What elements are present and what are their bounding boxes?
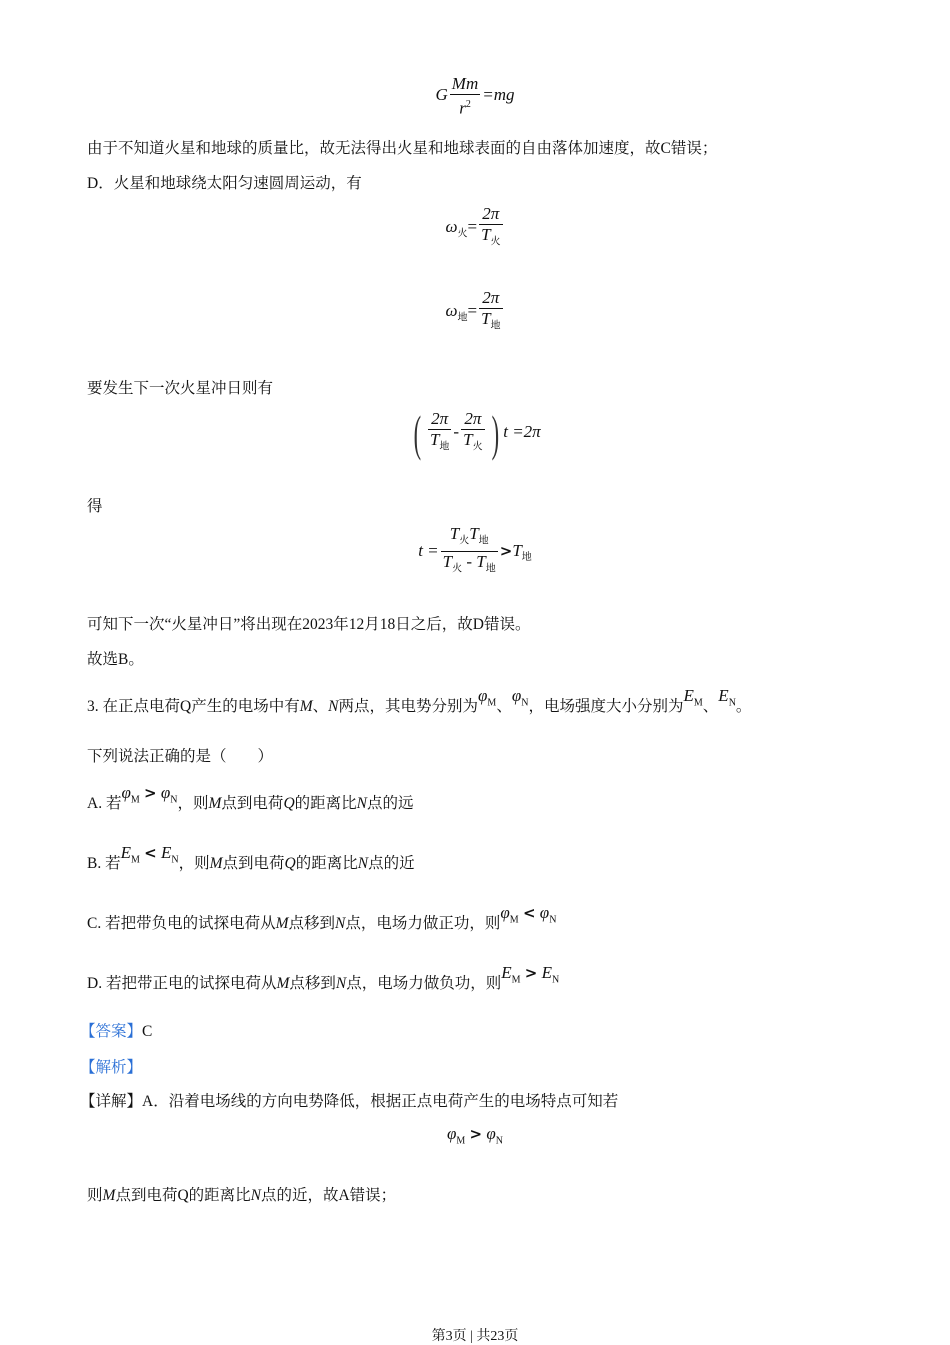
formula-result: t = $\frac{T_火T_地}{T_火 - T_地}$ $>T_地$ [418,524,532,575]
rhs: =mg [482,85,515,105]
detail-conclusion-a: 则M点到电荷Q的距离比N点的近，故A错误； [87,1187,397,1204]
c-conclusion: 由于不知道火星和地球的质量比，故无法得出火星和地球表面的自由落体加速度，故C错误； [87,140,718,157]
choose-b: 故选B。 [87,651,144,668]
d-conclusion: 可知下一次“火星冲日”将出现在2023年12月18日之后，故D错误。 [87,616,531,633]
answer-tag: 【答案】 [80,1023,143,1040]
option-b[interactable]: B. 若$E_M < E_N$，则M点到电荷Q的距离比N点的近 [87,843,415,872]
question-stem: 3. 在正点电荷Q产生的电场中有M、N两点，其电势分别为$\varphi_M$、$\varphi_N$，电场强度大小分别为$E_M$、$E_N$。 [87,686,752,715]
option-d[interactable]: D. 若把带正电的试探电荷从M点移到N点，电场力做负功，则$E_M > E_N$ [87,963,560,992]
question-stem-2: 下列说法正确的是（ ） [87,748,274,765]
obtain: 得 [87,498,103,515]
option-a[interactable]: A. 若$\varphi_M > \varphi_N$，则M点到电荷Q的距离比N点的远 [87,783,414,812]
option-c[interactable]: C. 若把带负电的试探电荷从M点移到N点，电场力做正功，则$\varphi_M < \varphi_N$ [87,903,557,932]
answer-value: C [142,1023,153,1040]
formula-omega-earth: $\omega_地=$ $\frac{2\pi}{T_地}$ [445,288,501,332]
denominator: $r^2$ [459,98,471,118]
detail: 【详解】A．沿着电场线的方向电势降低，根据正点电荷产生的电场特点可知若 [80,1093,619,1110]
formula-phi-compare: $\varphi_M > \varphi_N$ [446,1124,504,1147]
formula-gravity [0,74,950,119]
analysis-tag: 【解析】 [80,1059,143,1076]
answer [80,1019,152,1041]
d-intro: D．火星和地球绕太阳匀速圆周运动，有 [87,175,362,192]
numerator: Mm [451,74,479,93]
formula-opposition: ( $\frac{2\pi}{T_地}$ - $\frac{2\pi}{T_火}$ ) t =2π [413,405,541,461]
page-footer: 第3页 | 共23页 [431,1329,519,1344]
formula-omega-mars: $\omega_火=$ $\frac{2\pi}{T_火}$ [445,204,501,248]
next-opposition: 要发生下一次火星冲日则有 [87,380,274,397]
symbol: G [435,85,448,105]
